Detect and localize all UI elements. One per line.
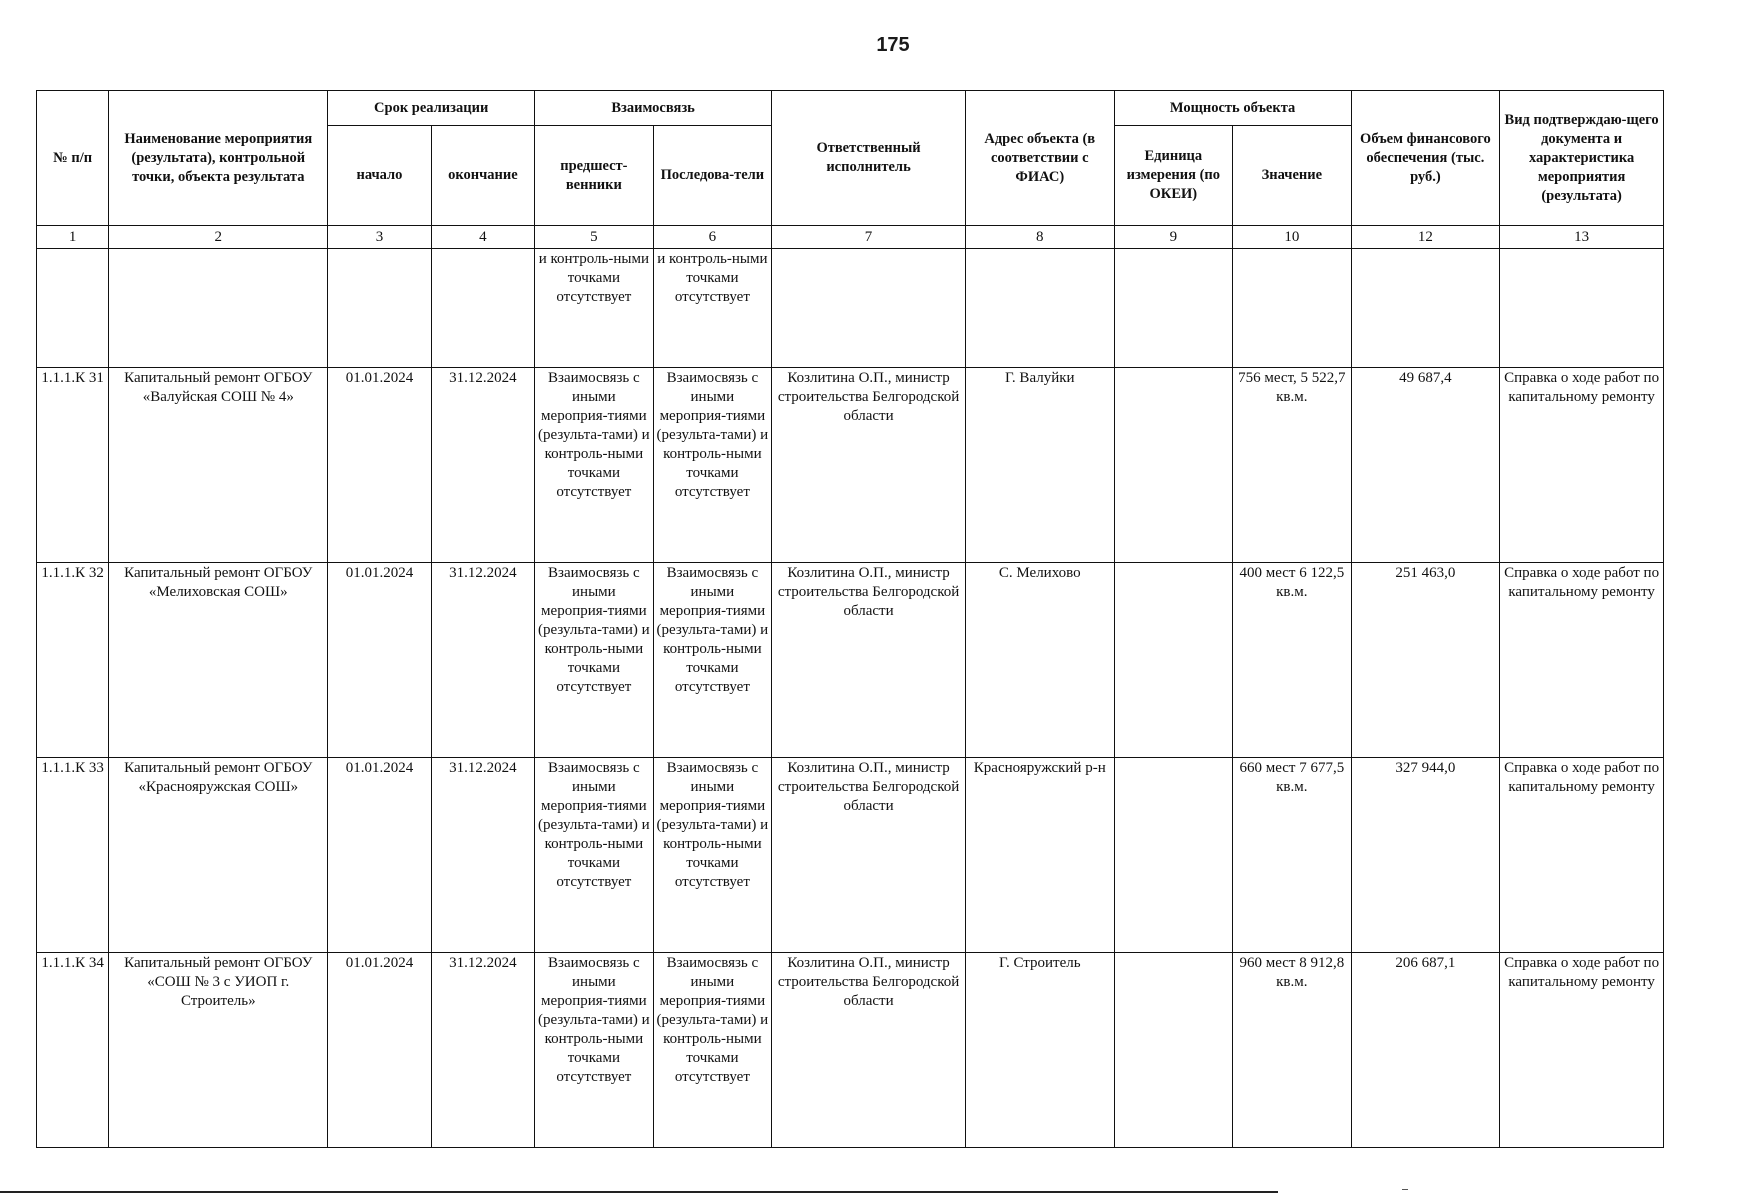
column-number: 13: [1500, 226, 1664, 249]
continuation-row: [37, 249, 1664, 368]
header-num: № п/п: [37, 91, 109, 226]
column-numbers-row: [37, 226, 1664, 249]
cell-successors: Взаимосвязь с иными мероприя-тиями (результа-тами) и контроль-ными точками отсутствует: [653, 953, 772, 1148]
header-document: Вид подтверждаю-щего документа и характеристика мероприятия (результата): [1500, 91, 1664, 226]
header-predecessors: предшест-венники: [535, 126, 654, 226]
cell-responsible: Козлитина О.П., министр строительства Белгородской области: [772, 368, 966, 563]
column-number: 4: [431, 226, 534, 249]
table-row: [37, 758, 1664, 953]
cell-start: 01.01.2024: [328, 368, 431, 563]
footer-rule: [0, 1191, 1278, 1193]
cell-name: Капитальный ремонт ОГБОУ «СОШ № 3 с УИОП г. Строитель»: [109, 953, 328, 1148]
cell-value: 960 мест 8 912,8 кв.м.: [1233, 953, 1352, 1148]
cell-predecessors: Взаимосвязь с иными мероприя-тиями (результа-тами) и контроль-ными точками отсутствует: [535, 953, 654, 1148]
cell-document: Справка о ходе работ по капитальному ремонту: [1500, 758, 1664, 953]
table-header: [37, 91, 1664, 249]
cell-start: 01.01.2024: [328, 563, 431, 758]
table-body: [37, 249, 1664, 1148]
cell-num: 1.1.1.К 34: [37, 953, 109, 1148]
cell-document: Справка о ходе работ по капитальному ремонту: [1500, 563, 1664, 758]
header-group-term: Срок реализации: [328, 91, 535, 126]
table-row: [37, 368, 1664, 563]
cell-address: Краснояружский р-н: [965, 758, 1114, 953]
cell-num: 1.1.1.К 31: [37, 368, 109, 563]
header-unit: Единица измерения (по ОКЕИ): [1114, 126, 1233, 226]
table-row: [37, 563, 1664, 758]
column-number: 6: [653, 226, 772, 249]
cell-unit: [1114, 368, 1233, 563]
cell-end: 31.12.2024: [431, 368, 534, 563]
cell-end: 31.12.2024: [431, 563, 534, 758]
cell-unit: [1114, 953, 1233, 1148]
cell-address: С. Мелихово: [965, 563, 1114, 758]
header-group-link: Взаимосвязь: [535, 91, 772, 126]
cell-responsible: Козлитина О.П., министр строительства Белгородской области: [772, 758, 966, 953]
header-group-power: Мощность объекта: [1114, 91, 1351, 126]
cell-successors: Взаимосвязь с иными мероприя-тиями (результа-тами) и контроль-ными точками отсутствует: [653, 368, 772, 563]
cell-start: 01.01.2024: [328, 758, 431, 953]
plan-table: [36, 90, 1664, 1148]
cell-name: Капитальный ремонт ОГБОУ «Мелиховская СОШ»: [109, 563, 328, 758]
cell-finance: 251 463,0: [1351, 563, 1500, 758]
column-number: 12: [1351, 226, 1500, 249]
cell-unit: [1114, 563, 1233, 758]
cell-value: 756 мест, 5 522,7 кв.м.: [1233, 368, 1352, 563]
cell-end: 31.12.2024: [431, 953, 534, 1148]
header-address: Адрес объекта (в соответствии с ФИАС): [965, 91, 1114, 226]
header-name: Наименование мероприятия (результата), контрольной точки, объекта результата: [109, 91, 328, 226]
cell-successors: Взаимосвязь с иными мероприя-тиями (результа-тами) и контроль-ными точками отсутствует: [653, 563, 772, 758]
cell-successors: Взаимосвязь с иными мероприя-тиями (результа-тами) и контроль-ными точками отсутствует: [653, 758, 772, 953]
column-number: 3: [328, 226, 431, 249]
cell-finance: 327 944,0: [1351, 758, 1500, 953]
table-row: [37, 953, 1664, 1148]
cell-address: Г. Валуйки: [965, 368, 1114, 563]
column-number: 1: [37, 226, 109, 249]
header-value: Значение: [1233, 126, 1352, 226]
cell-end: 31.12.2024: [431, 758, 534, 953]
cell-document: Справка о ходе работ по капитальному ремонту: [1500, 368, 1664, 563]
cell-document: Справка о ходе работ по капитальному ремонту: [1500, 953, 1664, 1148]
page-number: 175: [876, 34, 910, 56]
cell-predecessors: и контроль-ными точками отсутствует: [535, 249, 654, 368]
column-number: 2: [109, 226, 328, 249]
header-end: окончание: [431, 126, 534, 226]
cell-unit: [1114, 758, 1233, 953]
cell-finance: 49 687,4: [1351, 368, 1500, 563]
column-number: 8: [965, 226, 1114, 249]
column-number: 5: [535, 226, 654, 249]
cell-address: Г. Строитель: [965, 953, 1114, 1148]
cell-predecessors: Взаимосвязь с иными мероприя-тиями (результа-тами) и контроль-ными точками отсутствует: [535, 368, 654, 563]
cell-responsible: Козлитина О.П., министр строительства Белгородской области: [772, 953, 966, 1148]
cell-successors: и контроль-ными точками отсутствует: [653, 249, 772, 368]
cell-value: 400 мест 6 122,5 кв.м.: [1233, 563, 1352, 758]
cell-name: Капитальный ремонт ОГБОУ «Краснояружская СОШ»: [109, 758, 328, 953]
header-successors: Последова-тели: [653, 126, 772, 226]
cell-num: 1.1.1.К 33: [37, 758, 109, 953]
cell-value: 660 мест 7 677,5 кв.м.: [1233, 758, 1352, 953]
cell-num: 1.1.1.К 32: [37, 563, 109, 758]
column-number: 7: [772, 226, 966, 249]
scan-mark: [1402, 1189, 1408, 1190]
cell-responsible: Козлитина О.П., министр строительства Белгородской области: [772, 563, 966, 758]
column-number: 10: [1233, 226, 1352, 249]
header-start: начало: [328, 126, 431, 226]
cell-predecessors: Взаимосвязь с иными мероприя-тиями (результа-тами) и контроль-ными точками отсутствует: [535, 563, 654, 758]
header-responsible: Ответственный исполнитель: [772, 91, 966, 226]
cell-name: Капитальный ремонт ОГБОУ «Валуйская СОШ № 4»: [109, 368, 328, 563]
column-number: 9: [1114, 226, 1233, 249]
cell-finance: 206 687,1: [1351, 953, 1500, 1148]
cell-predecessors: Взаимосвязь с иными мероприя-тиями (результа-тами) и контроль-ными точками отсутствует: [535, 758, 654, 953]
header-finance: Объем финансового обеспечения (тыс. руб.): [1351, 91, 1500, 226]
cell-start: 01.01.2024: [328, 953, 431, 1148]
